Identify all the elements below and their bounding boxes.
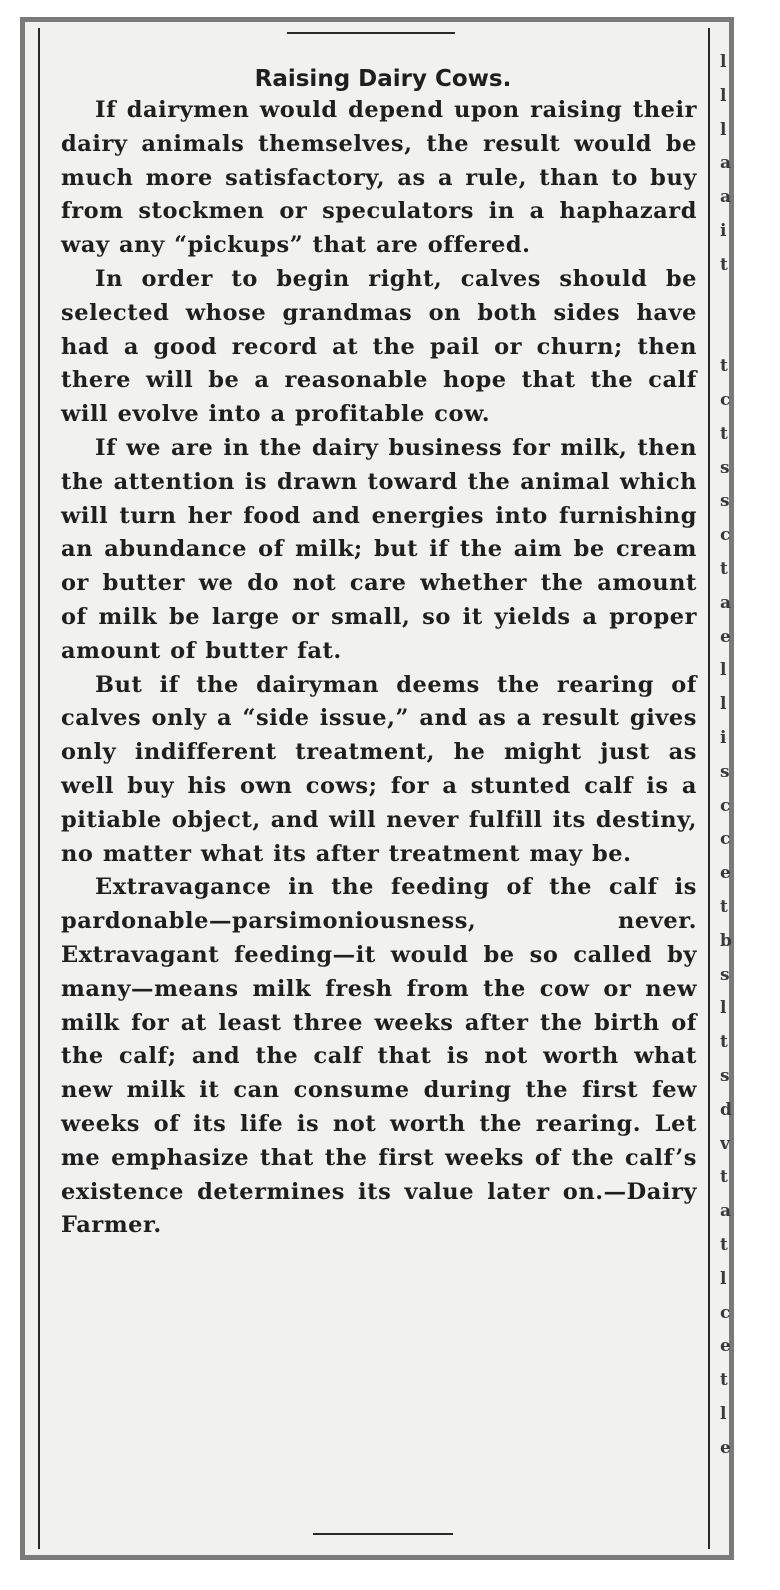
adjacent-column-fragment: c [720, 829, 731, 850]
adjacent-column-edge [720, 52, 734, 1472]
adjacent-column-fragment: d [720, 1099, 732, 1120]
adjacent-column-fragment: l [720, 660, 727, 681]
adjacent-column-fragment: a [720, 592, 732, 613]
adjacent-column-fragment: l [720, 119, 727, 140]
left-column-rule [38, 28, 40, 1549]
adjacent-column-fragment: v [720, 1133, 730, 1154]
adjacent-column-fragment: t [720, 254, 728, 275]
adjacent-column-fragment: l [720, 998, 727, 1019]
adjacent-column-fragment: s [720, 964, 730, 985]
adjacent-column-fragment: c [720, 1302, 731, 1323]
article-paragraph-1: If dairymen would depend upon raising their dairy animals themselves, the result would be much more satisfactory, as a rule, than to buy from stockmen or speculators in a haphazard way any “pickups” that are offered. [61, 97, 697, 259]
adjacent-column-fragment: t [720, 559, 728, 579]
adjacent-column-fragment: t [720, 1370, 728, 1391]
adjacent-column-fragment: a [720, 153, 732, 174]
adjacent-column-fragment: c [720, 390, 731, 410]
adjacent-column-fragment: i [720, 728, 727, 748]
adjacent-column-fragment: t [720, 423, 728, 444]
adjacent-column-fragment: e [720, 1336, 731, 1357]
adjacent-column-fragment: t [720, 1167, 728, 1188]
adjacent-column-fragment: t [720, 356, 728, 377]
article-headline: Raising Dairy Cows. [254, 66, 512, 92]
adjacent-column-fragment: c [720, 525, 731, 546]
article-paragraph-3: If we are in the dairy business for milk, then the attention is drawn toward the animal which will turn her food and energies into furnishing an abundance of milk; but if the aim be cream or butter we do not care whether the amount of milk be large or small, so it yields a proper amount of butter fat. [61, 434, 697, 664]
adjacent-column-fragment: e [720, 1437, 731, 1458]
adjacent-column-fragment: a [720, 187, 732, 208]
adjacent-column-fragment: l [720, 694, 727, 715]
adjacent-column-fragment: s [720, 491, 730, 512]
adjacent-column-fragment: l [720, 1404, 727, 1424]
adjacent-column-fragment: t [720, 1032, 728, 1053]
adjacent-column-fragment: s [720, 1066, 730, 1086]
adjacent-column-fragment: i [720, 221, 727, 241]
article-paragraph-5: Extravagance in the feeding of the calf is pardonable—parsimoniousness, never. Extravagant feeding—it would be so called by many—means milk fresh from the cow or new milk for at least three weeks after the birth of the calf; and the calf that is not worth what new milk it can consume during the first few weeks of its life is not worth the rearing. Let me emphasize that the first weeks of the calf’s existence determines its value later on.—Dairy Farmer. [61, 874, 697, 1239]
adjacent-column-fragment: l [720, 1268, 727, 1289]
adjacent-column-fragment: l [720, 85, 727, 106]
adjacent-column-fragment: s [720, 457, 730, 478]
right-column-rule [708, 28, 710, 1549]
article-paragraph-2: In order to begin right, calves should be selected whose grandmas on both sides have had a good record at the pail or churn; then there will be a reasonable hope that the calf will evolve into a profitable cow. [61, 265, 697, 428]
adjacent-column-fragment: e [720, 626, 731, 647]
bottom-cut-rule [313, 1533, 453, 1535]
adjacent-column-fragment: a [720, 1201, 732, 1222]
article-paragraph-4: But if the dairyman deems the rearing of calves only a “side issue,” and as a result gives only indifferent treatment, he might just as well buy his own cows; for a stunted calf is a pitiable object, and will never fulfill its destiny, no matter what its after treatment may be. [61, 671, 697, 867]
adjacent-column-fragment: l [720, 52, 727, 72]
adjacent-column-fragment: t [720, 1235, 728, 1255]
top-cut-rule [287, 32, 455, 34]
article [61, 64, 697, 1243]
adjacent-column-fragment: s [720, 761, 730, 782]
adjacent-column-fragment: t [720, 897, 728, 917]
adjacent-column-fragment: c [720, 795, 731, 816]
newspaper-clipping [20, 17, 734, 1560]
adjacent-column-fragment: e [720, 863, 731, 884]
adjacent-column-fragment: b [720, 930, 732, 951]
